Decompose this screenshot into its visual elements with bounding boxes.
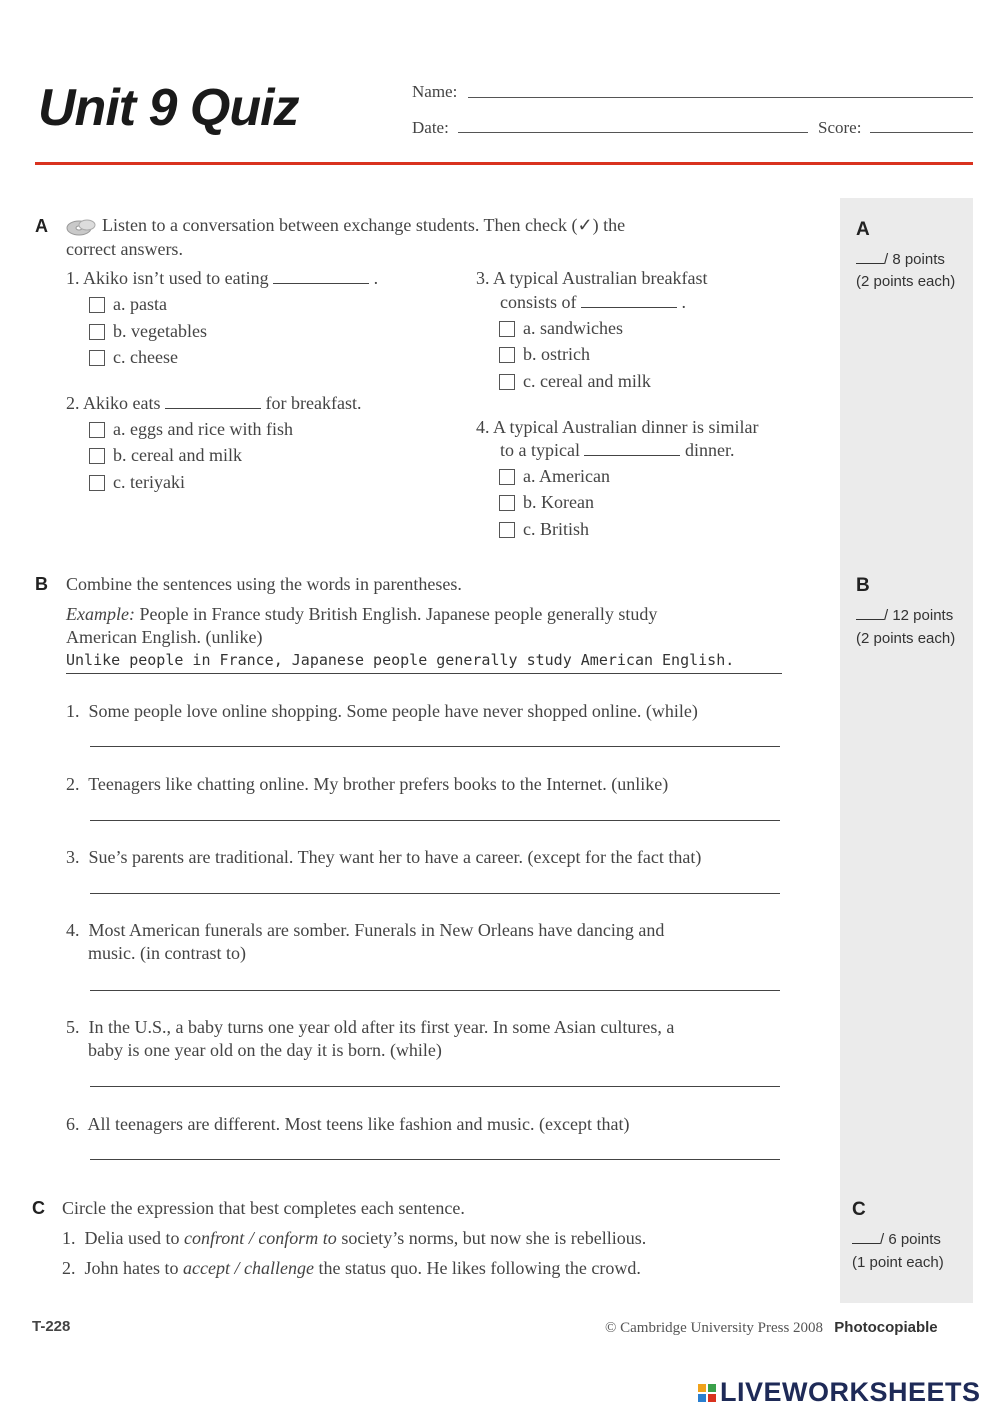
option-a1-c[interactable]: c. cheese (89, 347, 178, 368)
page-title: Unit 9 Quiz (38, 79, 299, 137)
answer-line-b4[interactable] (90, 990, 780, 991)
option-a2-a[interactable]: a. eggs and rice with fish (89, 419, 293, 440)
score-blank-b[interactable] (856, 608, 884, 620)
score-blank-c[interactable] (852, 1232, 880, 1244)
sidebar-points-b: / 12 points (856, 605, 953, 627)
question-c1: 1. Delia used to confront / conform to society’s norms, but now she is rebellious. (62, 1228, 647, 1248)
option-a4-b[interactable]: b. Korean (499, 492, 594, 513)
checkbox[interactable] (499, 495, 515, 511)
section-c-instruction: Circle the expression that best completes each sentence. (62, 1198, 465, 1218)
date-label: Date: (412, 118, 449, 137)
sidebar-each-b: (2 points each) (856, 630, 956, 647)
name-field[interactable] (468, 97, 973, 98)
answer-line-b2[interactable] (90, 820, 780, 821)
answer-line-b5[interactable] (90, 1086, 780, 1087)
question-a1: 1. Akiko isn’t used to eating . (66, 268, 379, 288)
option-a1-b[interactable]: b. vegetables (89, 321, 207, 342)
checkbox[interactable] (89, 350, 105, 366)
checkbox[interactable] (89, 475, 105, 491)
question-c2: 2. John hates to accept / challenge the status quo. He likes following the crowd. (62, 1258, 641, 1278)
question-b4: 4. Most American funerals are somber. Funerals in New Orleans have dancing and (66, 920, 665, 940)
section-a-instruction-line2: correct answers. (66, 239, 183, 259)
score-field[interactable] (870, 132, 973, 133)
option-a1-a[interactable]: a. pasta (89, 294, 167, 315)
answer-line-b1[interactable] (90, 746, 780, 747)
example-answer-line (66, 673, 782, 674)
sidebar-letter-b: B (856, 575, 870, 596)
cd-audio-icon[interactable] (66, 218, 96, 236)
option-a2-c[interactable]: c. teriyaki (89, 472, 185, 493)
option-a2-b[interactable]: b. cereal and milk (89, 445, 242, 466)
answer-blank-a2[interactable] (165, 395, 261, 409)
question-a3-line2: consists of . (500, 292, 686, 312)
checkbox[interactable] (89, 324, 105, 340)
checkbox[interactable] (89, 422, 105, 438)
name-label: Name: (412, 82, 458, 101)
section-letter-b: B (35, 574, 48, 594)
score-blank-a[interactable] (856, 252, 884, 264)
copyright: © Cambridge University Press 2008 Photocopiable (605, 1319, 938, 1336)
checkbox[interactable] (89, 448, 105, 464)
answer-line-b3[interactable] (90, 893, 780, 894)
liveworksheets-logo (698, 1377, 981, 1408)
example-line1: Example: People in France study British English. Japanese people generally study (66, 604, 658, 624)
option-a3-a[interactable]: a. sandwiches (499, 318, 623, 339)
sidebar-points-c: / 6 points (852, 1229, 941, 1251)
circle-choice-c1[interactable]: confront / conform to (183, 1228, 337, 1248)
sidebar-each-c: (1 point each) (852, 1254, 944, 1271)
sidebar-letter-a: A (856, 219, 870, 240)
question-a3: 3. A typical Australian breakfast (476, 268, 708, 288)
question-b4-line2: music. (in contrast to) (88, 943, 246, 963)
logo-text: LIVEWORKSHEETS (720, 1377, 981, 1407)
logo-grid-icon (698, 1384, 716, 1402)
circle-choice-c2[interactable]: accept / challenge (183, 1258, 314, 1278)
checkbox[interactable] (499, 321, 515, 337)
score-label: Score: (818, 118, 862, 137)
checkbox[interactable] (89, 297, 105, 313)
option-a4-a[interactable]: a. American (499, 466, 610, 487)
answer-blank-a3[interactable] (581, 294, 677, 308)
question-b3: 3. Sue’s parents are traditional. They want her to have a career. (except for the fact that) (66, 847, 702, 867)
sidebar-letter-c: C (852, 1199, 866, 1220)
answer-blank-a4[interactable] (584, 442, 680, 456)
checkbox[interactable] (499, 374, 515, 390)
option-a3-c[interactable]: c. cereal and milk (499, 371, 651, 392)
question-a4: 4. A typical Australian dinner is similar (476, 417, 759, 437)
question-b2: 2. Teenagers like chatting online. My brother prefers books to the Internet. (unlike) (66, 774, 669, 794)
header-divider (35, 162, 973, 165)
example-answer: Unlike people in France, Japanese people generally study American English. (66, 651, 735, 669)
question-b5: 5. In the U.S., a baby turns one year old after its first year. In some Asian cultures, a (66, 1017, 675, 1037)
section-letter-a: A (35, 216, 48, 236)
question-a2: 2. Akiko eats for breakfast. (66, 393, 362, 413)
section-a-instruction: Listen to a conversation between exchange students. Then check (✓) the (66, 214, 826, 237)
sidebar-points-a: / 8 points (856, 249, 945, 271)
example-line2: American English. (unlike) (66, 627, 263, 647)
option-a4-c[interactable]: c. British (499, 519, 589, 540)
date-field[interactable] (458, 132, 808, 133)
section-letter-c: C (32, 1198, 45, 1218)
checkbox[interactable] (499, 522, 515, 538)
sidebar-each-a: (2 points each) (856, 273, 956, 290)
answer-line-b6[interactable] (90, 1159, 780, 1160)
checkbox[interactable] (499, 347, 515, 363)
question-b6: 6. All teenagers are different. Most teens like fashion and music. (except that) (66, 1114, 630, 1134)
page-number: T-228 (32, 1318, 71, 1335)
question-b5-line2: baby is one year old on the day it is born. (while) (88, 1040, 442, 1060)
question-b1: 1. Some people love online shopping. Some people have never shopped online. (while) (66, 701, 698, 721)
score-sidebar (840, 198, 973, 1303)
option-a3-b[interactable]: b. ostrich (499, 344, 590, 365)
checkbox[interactable] (499, 469, 515, 485)
question-a4-line2: to a typical dinner. (500, 440, 735, 460)
section-b-instruction: Combine the sentences using the words in parentheses. (66, 574, 462, 594)
answer-blank-a1[interactable] (273, 270, 369, 284)
